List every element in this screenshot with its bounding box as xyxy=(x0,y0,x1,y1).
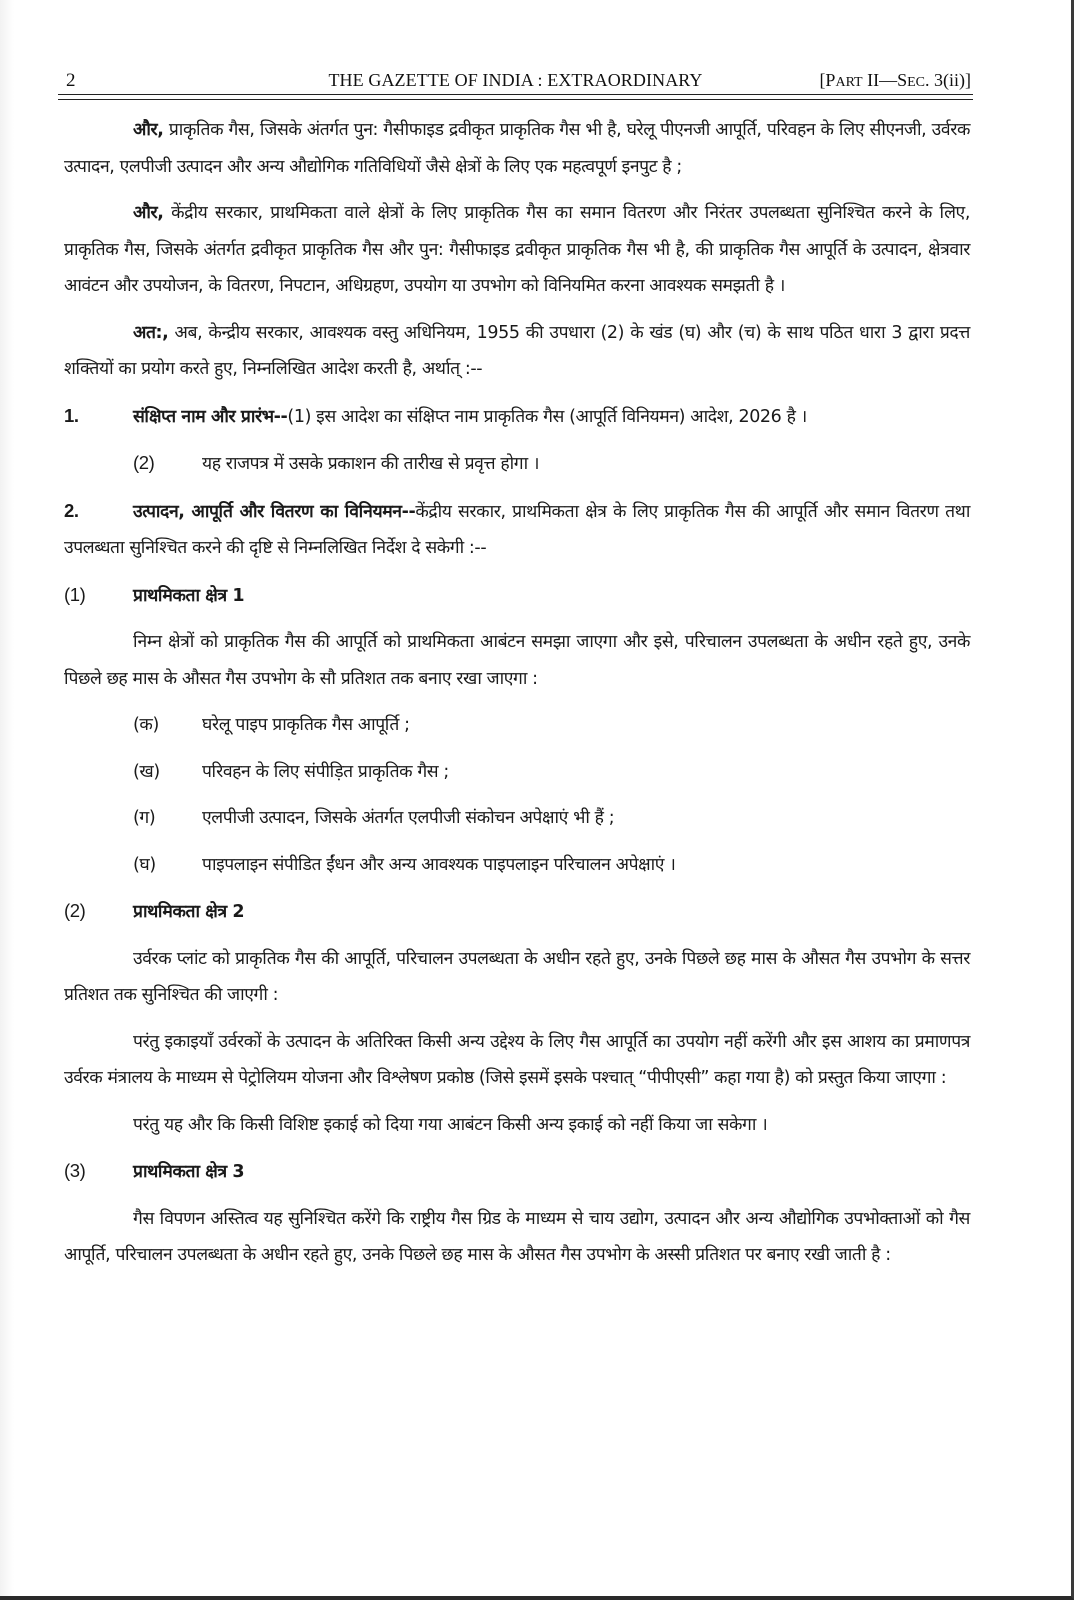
part-mid: II—S xyxy=(862,70,908,90)
section-number: 1. xyxy=(64,404,79,426)
preamble-paragraph xyxy=(64,315,970,388)
section-1-subsection-2 xyxy=(133,445,970,483)
preamble-lead: अत:, xyxy=(133,322,169,343)
section-2 xyxy=(64,493,970,567)
section-heading: उत्पादन, आपूर्ति और वितरण का विनियमन-- xyxy=(133,501,416,522)
section-1-content xyxy=(133,399,807,436)
section-1 xyxy=(64,398,970,436)
preamble-lead: और, xyxy=(133,203,164,223)
clause-mark: (क) xyxy=(133,715,159,735)
part-suffix: . 3(ii)] xyxy=(925,70,971,90)
clause-mark: (ग) xyxy=(133,808,156,828)
clause-item xyxy=(133,800,970,837)
clause-text: पाइपलाइन संपीडित ईंधन और अन्य आवश्यक पाइपलाइन परिचालन अपेक्षाएं । xyxy=(202,854,676,875)
priority-3-text: गैस विपणन अस्तित्व यह सुनिश्चित करेंगे कि राष्ट्रीय गैस ग्रिड के माध्यम से चाय उद्योग, उत्पादन और अन्य औद्योगिक उपभोक्ताओं को गैस आपूर्ति, परिचालन उपलब्धता के अधीन रहते हुए, उनके पिछले छह मास के औसत गैस उपभोग के अस्सी प्रतिशत पर बनाए रखी जाती है : xyxy=(64,1208,970,1265)
priority-heading: प्राथमिकता क्षेत्र 3 xyxy=(133,1162,245,1182)
page-header xyxy=(58,70,973,96)
page-number: 2 xyxy=(66,70,76,91)
header-rule-bottom xyxy=(58,99,973,100)
priority-mark: (1) xyxy=(64,583,86,605)
page-edge-shade xyxy=(0,0,14,1596)
priority-mark: (3) xyxy=(64,1160,86,1181)
clause-item xyxy=(133,707,970,744)
preamble-paragraph xyxy=(64,195,970,305)
clause-item xyxy=(133,754,970,791)
clause-text: एलपीजी उत्पादन, जिसके अंतर्गत एलपीजी संकोचन अपेक्षाएं भी हैं ; xyxy=(202,808,615,828)
preamble-paragraph xyxy=(64,112,970,185)
document-body xyxy=(64,112,970,1284)
section-text: (1) इस आदेश का संक्षिप्त नाम प्राकृतिक गैस (आपूर्ति विनियमन) आदेश, 2026 है । xyxy=(287,406,807,427)
preamble-text: अब, केन्द्रीय सरकार, आवश्यक वस्तु अधिनियम, 1955 की उपधारा (2) के खंड (घ) और (च) के साथ पठित धारा 3 द्वारा प्रदत्त शक्तियों का प्रयोग करते हुए, निम्नलिखित आदेश करती है, अर्थात् :-- xyxy=(64,322,970,379)
section-text: केंद्रीय सरकार, प्राथमिकता क्षेत्र के लिए प्राकृतिक गैस की आपूर्ति और समान वितरण तथा उपलब्धता सुनिश्चित करने की दृष्टि से निम्नलिखित निर्देश दे सकेगी :-- xyxy=(64,501,970,558)
priority-1-heading xyxy=(64,577,970,615)
subsection-mark: (2) xyxy=(133,452,155,473)
clause-item xyxy=(133,847,970,884)
part-section-label xyxy=(819,70,971,91)
priority-2-text: उर्वरक प्लांट को प्राकृतिक गैस की आपूर्ति, परिचालन उपलब्धता के अधीन रहते हुए, उनके पिछले छह मास के औसत गैस उपभोग के सत्तर प्रतिशत तक सुनिश्चित की जाएगी : xyxy=(64,948,970,1005)
clause-mark: (घ) xyxy=(133,854,156,875)
preamble-text: केंद्रीय सरकार, प्राथमिकता वाले क्षेत्रों के लिए प्राकृतिक गैस का समान वितरण और निरंतर उपलब्धता सुनिश्चित करने के लिए, प्राकृतिक गैस, जिसके अंतर्गत द्रवीकृत प्राकृतिक गैस और पुन: गैसीफाइड द्रवीकृत प्राकृतिक गैस भी है, की प्राकृतिक गैस आपूर्ति के उत्पादन, क्षेत्रवार आवंटन और उपयोजन, के वितरण, निपटान, अधिग्रहण, उपयोग या उपभोग को विनियमित करना आवश्यक समझती है । xyxy=(64,203,970,296)
priority-mark: (2) xyxy=(64,900,86,921)
part-prefix: [P xyxy=(819,70,836,90)
preamble-text: प्राकृतिक गैस, जिसके अंतर्गत पुन: गैसीफाइड द्रवीकृत प्राकृतिक गैस भी है, घरेलू पीएनजी आपूर्ति, परिवहन के लिए सीएनजी, उर्वरक उत्पादन, एलपीजी उत्पादन और अन्य औद्योगिक गतिविधियों जैसे क्षेत्रों के लिए एक महत्वपूर्ण इनपुट है ; xyxy=(64,120,970,177)
header-rule-top xyxy=(58,94,973,95)
part-small: ART xyxy=(835,75,863,90)
priority-heading: प्राथमिकता क्षेत्र 1 xyxy=(133,585,245,606)
clause-text: घरेलू पाइप प्राकृतिक गैस आपूर्ति ; xyxy=(202,715,410,735)
preamble-lead: और, xyxy=(133,120,164,140)
clause-mark: (ख) xyxy=(133,761,160,782)
sec-small: EC xyxy=(907,75,926,90)
subsection-text: यह राजपत्र में उसके प्रकाशन की तारीख से प्रवृत्त होगा । xyxy=(202,454,540,474)
section-number: 2. xyxy=(64,499,79,521)
priority-2-proviso-1: परंतु इकाइयाँ उर्वरकों के उत्पादन के अतिरिक्त किसी अन्य उद्देश्य के लिए गैस आपूर्ति का उपयोग नहीं करेंगी और इस आशय का प्रमाणपत्र उर्वरक मंत्रालय के माध्यम से पेट्रोलियम योजना और विश्लेषण प्रकोष्ठ (जिसे इसमें इसके पश्चात् “पीपीएसी” कहा गया है) को प्रस्तुत किया जाएगा : xyxy=(64,1031,970,1088)
gazette-title: THE GAZETTE OF INDIA : EXTRAORDINARY xyxy=(328,70,703,90)
clause-text: परिवहन के लिए संपीड़ित प्राकृतिक गैस ; xyxy=(202,761,449,782)
priority-3-heading xyxy=(64,1153,970,1191)
priority-2-heading xyxy=(64,893,970,931)
section-heading: संक्षिप्त नाम और प्रारंभ-- xyxy=(133,406,288,427)
priority-2-proviso-2: परंतु यह और कि किसी विशिष्ट इकाई को दिया गया आबंटन किसी अन्य इकाई को नहीं किया जा सकेगा । xyxy=(133,1114,768,1135)
priority-heading: प्राथमिकता क्षेत्र 2 xyxy=(133,902,245,922)
priority-1-text: निम्न क्षेत्रों को प्राकृतिक गैस की आपूर्ति को प्राथमिकता आबंटन समझा जाएगा और इसे, परिचालन उपलब्धता के अधीन रहते हुए, उनके पिछले छह मास के औसत गैस उपभोग के सौ प्रतिशत तक बनाए रखा जाएगा : xyxy=(64,632,970,689)
